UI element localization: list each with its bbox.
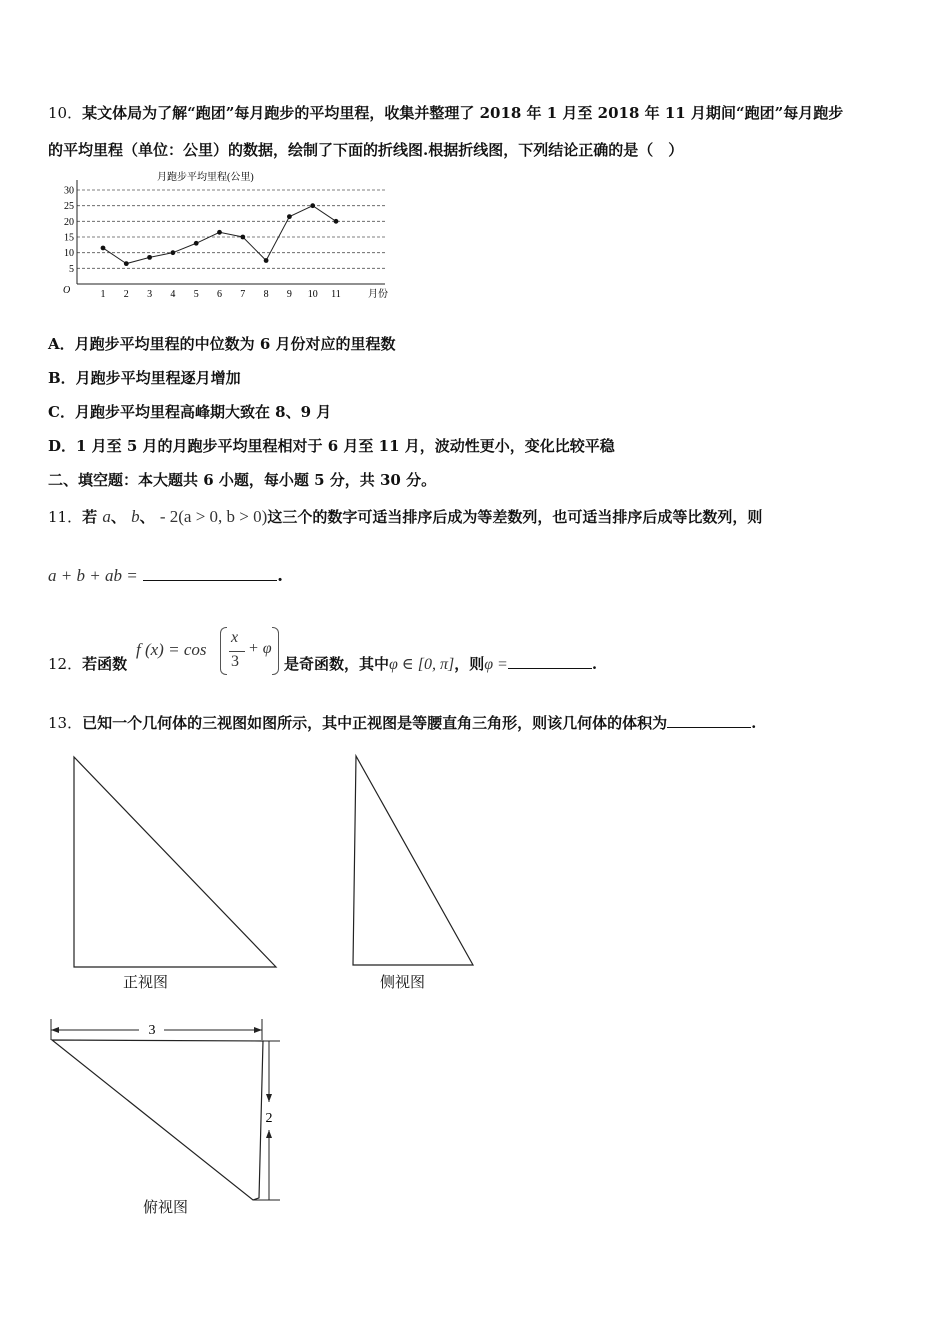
q11-line1: [48, 506, 762, 527]
q13-number: 13．: [48, 714, 83, 732]
data-point-6: [217, 230, 222, 235]
chart-axes: [64, 180, 385, 300]
y-tick-label-3: 20: [64, 216, 74, 228]
q11-constraint: - 2(a > 0, b > 0): [159, 507, 268, 526]
q12-lead: 若函数: [82, 655, 128, 673]
q10-number: 10．: [48, 104, 83, 122]
q11-sep2: 、: [139, 508, 155, 526]
side-view-triangle: [353, 756, 473, 965]
section-heading: 二、填空题：本大题共 6 小题，每小题 5 分，共 30 分。: [48, 471, 437, 489]
q11-answer-blank[interactable]: [143, 580, 277, 581]
data-point-10: [310, 203, 315, 208]
data-point-5: [194, 241, 199, 246]
x-tick-label-6: 7: [240, 289, 246, 300]
q11-number: 11．: [48, 508, 83, 526]
q12-frac-bar: [229, 651, 245, 652]
q12-phi-cond: φ ∈ [0, π]: [389, 656, 455, 673]
y-tick-label-4: 25: [64, 201, 74, 213]
q11-answer-expr: a + b + ab =: [48, 566, 138, 585]
q10-line1: [48, 102, 843, 123]
q12-plus-phi: + φ: [248, 640, 272, 657]
x-tick-label-7: 8: [263, 289, 269, 300]
data-point-4: [171, 250, 176, 255]
q13-end: .: [751, 714, 757, 732]
top-view-dim-width: 3: [148, 1023, 156, 1038]
data-point-11: [334, 219, 339, 224]
side-view-label: 侧视图: [380, 973, 426, 991]
q10-stem-line1: 某文体局为了解“跑团”每月跑步的平均里程，收集并整理了 2018 年 1 月至 2018 年 11 月期间“跑团”每月跑步: [82, 104, 844, 122]
q10-option-b: B．月跑步平均里程逐月增加: [48, 369, 241, 387]
mileage-line-chart: [55, 166, 400, 306]
data-point-7: [240, 235, 245, 240]
chart-origin-label: O: [63, 285, 71, 296]
q11-sep1: 、: [110, 508, 126, 526]
chart-series: [101, 203, 339, 266]
q12-end: .: [591, 655, 598, 673]
front-view-label: 正视图: [123, 973, 169, 991]
x-tick-label-3: 4: [170, 289, 176, 300]
q11-var-b: b: [131, 507, 140, 526]
q12-then: ，则: [454, 655, 485, 673]
q10-option-a: A．月跑步平均里程的中位数为 6 月份对应的里程数: [48, 335, 396, 353]
data-point-9: [287, 214, 292, 219]
q13-line: [48, 712, 756, 733]
q11-ruo: 若: [82, 508, 98, 526]
x-tick-label-1: 2: [123, 289, 129, 300]
side-view-figure: [340, 750, 480, 975]
q12-paren-group: [220, 627, 280, 675]
top-view-dim-height: 2: [265, 1111, 273, 1126]
y-tick-label-2: 15: [64, 232, 74, 244]
q12-number: 12．: [48, 655, 83, 673]
q11-stem: 这三个的数字可适当排序后成为等差数列，也可适当排序后成等比数列，则: [267, 508, 763, 526]
q13-answer-blank[interactable]: [667, 727, 751, 728]
front-view-triangle: [74, 757, 276, 967]
data-point-8: [264, 258, 269, 263]
front-view-figure: [60, 750, 290, 975]
x-tick-label-8: 9: [286, 289, 292, 300]
x-tick-label-10: 11: [331, 289, 341, 300]
q12-left-paren: [220, 627, 227, 675]
chart-xlabel: 月份: [368, 289, 388, 300]
y-tick-label-0: 5: [69, 263, 74, 275]
y-tick-label-5: 30: [64, 185, 74, 197]
q12-tail: [284, 653, 597, 674]
data-point-1: [101, 246, 106, 251]
x-tick-label-0: 1: [100, 289, 106, 300]
y-tick-label-1: 10: [64, 248, 74, 260]
q12-mid: 是奇函数，其中: [284, 655, 390, 673]
q12-right-paren: [272, 627, 279, 675]
data-point-2: [124, 261, 129, 266]
q12-number-lead: [48, 653, 127, 674]
q13-stem: 已知一个几何体的三视图如图所示，其中正视图是等腰直角三角形，则该几何体的体积为: [82, 714, 668, 732]
chart-title: 月跑步平均里程(公里): [157, 172, 254, 183]
q10-stem-line2: 的平均里程（单位：公里）的数据，绘制了下面的折线图.根据折线图，下列结论正确的是（ ）: [48, 141, 684, 159]
x-tick-label-4: 5: [193, 289, 199, 300]
q12-function: [136, 640, 206, 660]
top-view-triangle: [52, 1040, 263, 1200]
q11-var-a: a: [102, 507, 111, 526]
q10-option-d: D．1 月至 5 月的月跑步平均里程相对于 6 月至 11 月，波动性更小，变化比较平稳: [48, 437, 615, 455]
q11-end: .: [277, 566, 283, 586]
q12-frac-den: 3: [231, 653, 239, 670]
q11-answer-line: [48, 566, 283, 586]
x-tick-label-9: 10: [307, 289, 318, 300]
q12-frac-num: x: [231, 629, 239, 646]
q12-answer-blank[interactable]: [508, 668, 592, 669]
q10-option-c: C．月跑步平均里程高峰期大致在 8、9 月: [48, 403, 332, 421]
x-tick-label-2: 3: [147, 289, 153, 300]
data-point-3: [147, 255, 152, 260]
q12-f-lhs: f (x) = cos: [136, 640, 207, 659]
top-view-figure: [40, 1010, 290, 1210]
x-tick-label-5: 6: [217, 289, 222, 300]
q12-phi-eq: φ =: [484, 656, 508, 673]
chart-grid: [77, 190, 385, 268]
top-view-label: 俯视图: [143, 1198, 189, 1216]
